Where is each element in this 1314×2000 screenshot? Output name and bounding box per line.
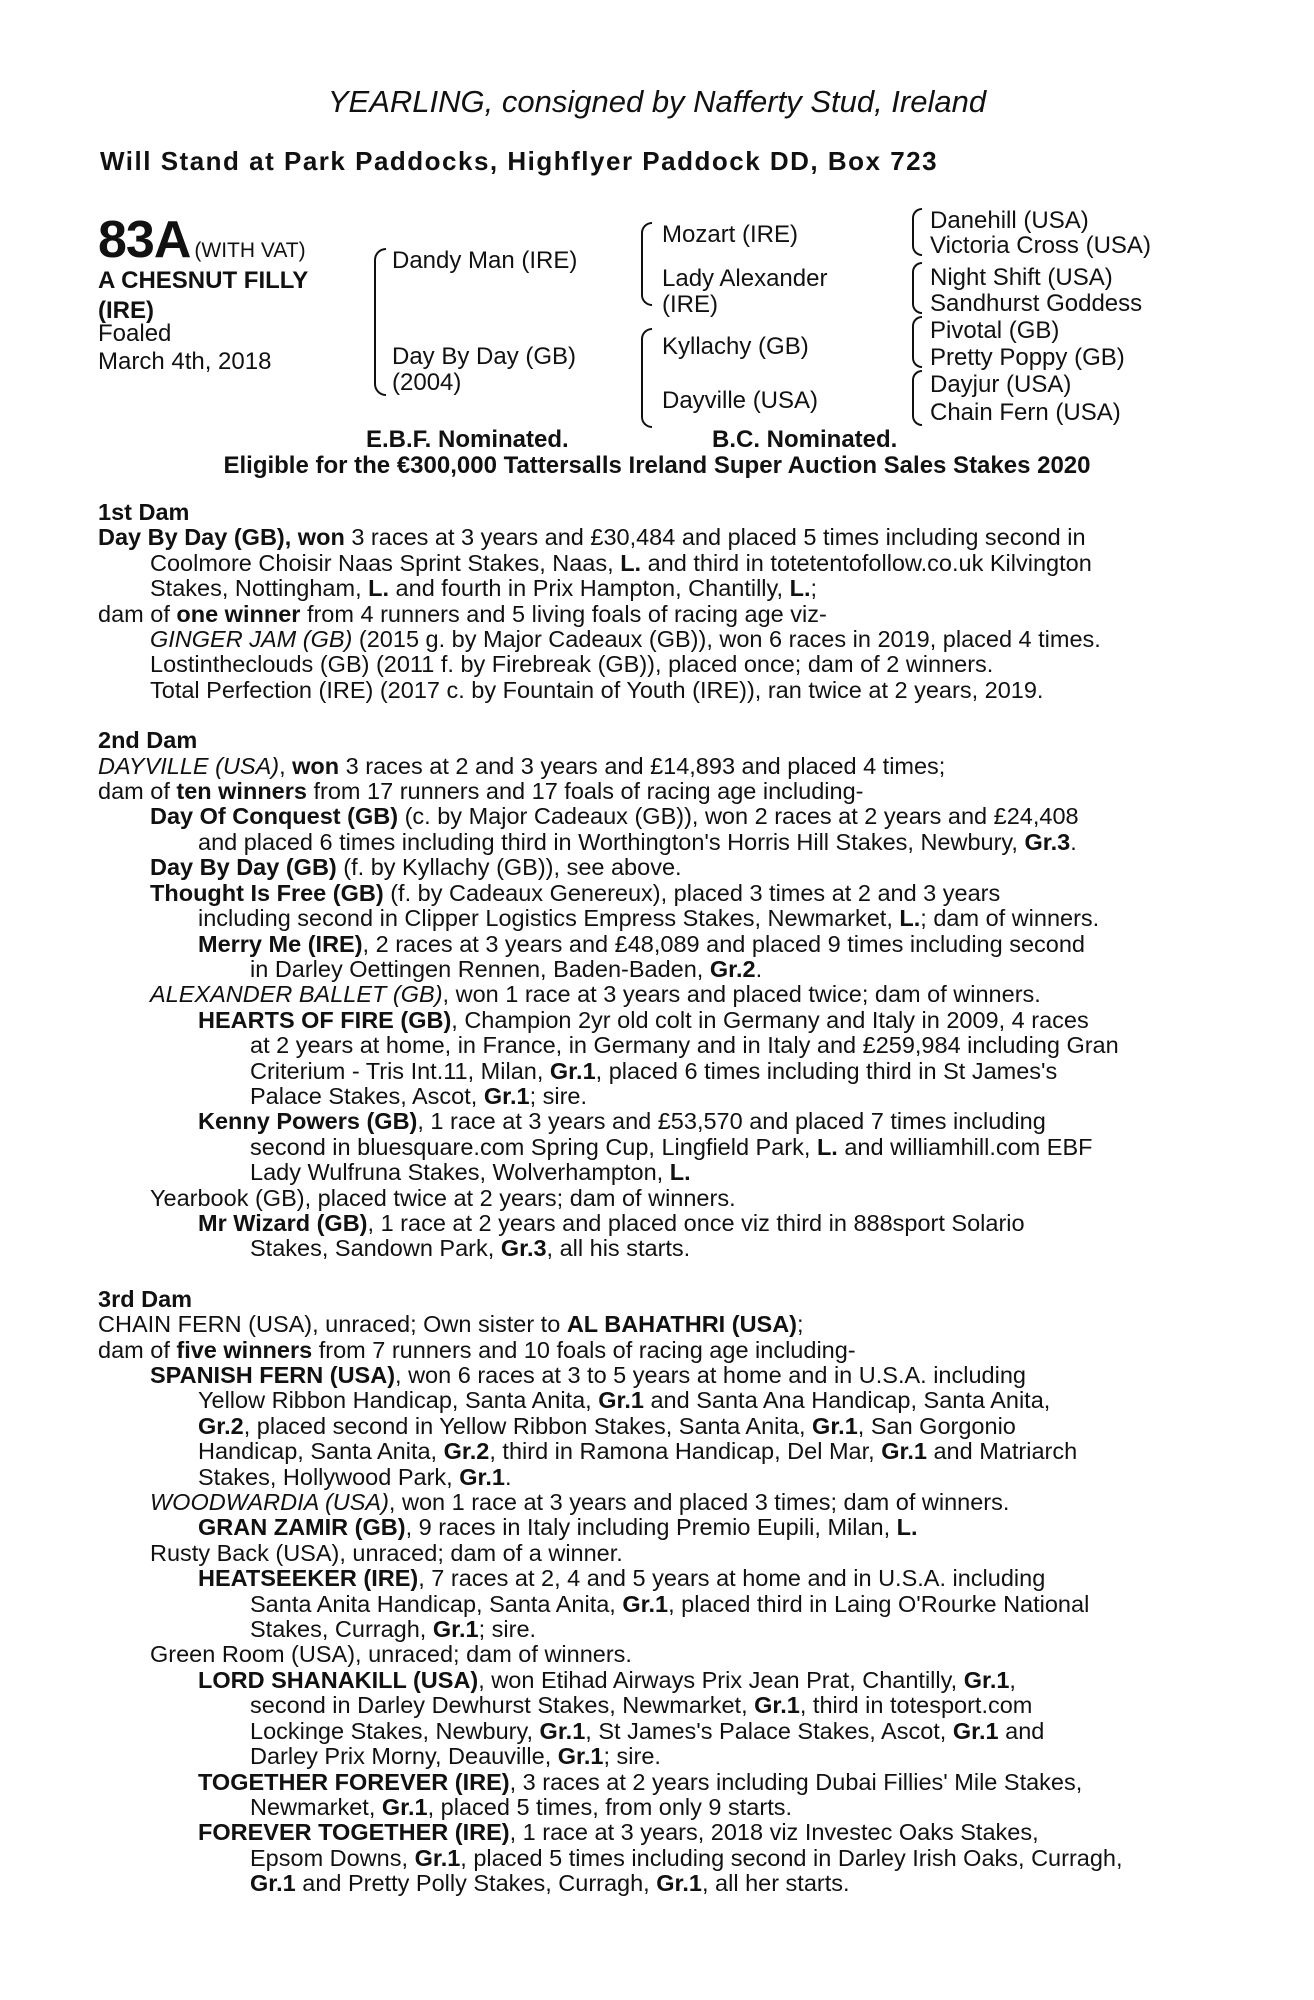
text: and Santa Ana Handicap, Santa Anita, — [643, 1387, 1051, 1414]
lot-description — [98, 266, 308, 326]
text: Stakes, Nottingham, — [150, 575, 369, 602]
listed-marker: L. — [899, 905, 921, 932]
second-dam-line — [98, 804, 1206, 829]
group-marker: Gr.1 — [549, 1057, 596, 1084]
text: Handicap, Santa Anita, — [198, 1438, 444, 1465]
text: (f. by Kyllachy (GB)), see above. — [336, 854, 682, 881]
text: CHAIN FERN (USA), unraced; Own sister to — [98, 1311, 567, 1338]
text: , third in totesport.com — [799, 1692, 1033, 1719]
third-dam-line — [98, 1719, 1206, 1744]
third-dam-line — [98, 1338, 1206, 1363]
first-dam-heading: 1st Dam — [98, 499, 190, 525]
second-dam-line — [98, 1084, 1206, 1109]
group-marker: Gr.1 — [754, 1692, 800, 1719]
group-marker: Gr.3 — [500, 1235, 547, 1262]
third-dam-line — [98, 1668, 1206, 1693]
catalogue-body — [98, 500, 1206, 1897]
group-marker: Gr.2 — [443, 1438, 490, 1465]
third-dam-line — [98, 1439, 1206, 1464]
third-dam-line — [98, 1693, 1206, 1718]
foaled-date: March 4th, 2018 — [98, 348, 272, 375]
pedigree-sire-dam — [662, 266, 827, 318]
text: 3 races at 2 and 3 years and £14,893 and placed 4 times; — [339, 752, 946, 779]
text: from 17 runners and 17 foals of racing age including- — [306, 778, 864, 805]
ebf-nomination: E.B.F. Nominated. — [366, 426, 569, 453]
second-dam-line — [98, 1236, 1206, 1261]
text: ; — [797, 1311, 804, 1338]
horse-name: GINGER JAM (GB) — [150, 626, 353, 653]
second-dam-line — [98, 1008, 1206, 1033]
text: , placed 5 times including second in Darley Irish Oaks, Curragh, — [460, 1844, 1123, 1871]
winners-count: five winners — [176, 1336, 313, 1363]
third-dam-line — [98, 1414, 1206, 1439]
listed-marker: L. — [896, 1514, 918, 1541]
text: and placed 6 times including third in Worthington's Horris Hill Stakes, Newbury, — [198, 828, 1025, 855]
text: Yellow Ribbon Handicap, Santa Anita, — [198, 1387, 599, 1414]
text: and Matriarch — [926, 1438, 1078, 1465]
text: , 7 races at 2, 4 and 5 years at home and in U.S.A. including — [418, 1565, 1046, 1592]
second-dam-line — [98, 754, 1206, 779]
brace-sd-parents — [912, 262, 922, 314]
text: 3 races at 3 years and £30,484 and placed 5 times including second in — [344, 524, 1086, 551]
group-marker: Gr.1 — [952, 1717, 999, 1744]
text: , third in Ramona Handicap, Del Mar, — [489, 1438, 882, 1465]
third-dam-line — [98, 1465, 1206, 1490]
pedigree-sire-dam-line2: (IRE) — [662, 291, 718, 318]
pedigree-sss: Danehill (USA) — [930, 207, 1089, 234]
text: , 3 races at 2 years including Dubai Fillies' Mile Stakes, — [509, 1768, 1083, 1795]
lot-number-value: 83A — [98, 211, 191, 269]
third-dam-line — [98, 1363, 1206, 1388]
text: and third in totetentofollow.co.uk Kilvington — [641, 549, 1092, 576]
group-marker: Gr.3 — [1024, 828, 1071, 855]
second-dam-line — [98, 855, 1206, 880]
first-dam-line — [98, 525, 1206, 550]
listed-marker: L. — [669, 1159, 691, 1186]
second-dam-line — [98, 1160, 1206, 1185]
second-dam-line — [98, 1109, 1206, 1134]
third-dam-line — [98, 1846, 1206, 1871]
text: , 9 races in Italy including Premio Eupili, Milan, — [405, 1514, 897, 1541]
horse-name: Day By Day (GB) — [150, 854, 337, 881]
pedigree-dsd: Pretty Poppy (GB) — [930, 344, 1125, 371]
pedigree-dds: Dayjur (USA) — [930, 371, 1072, 398]
horse-name: HEARTS OF FIRE (GB) — [198, 1006, 452, 1033]
first-dam-line — [98, 551, 1206, 576]
text: ; sire. — [478, 1616, 537, 1643]
group-marker: Gr.1 — [432, 1616, 479, 1643]
text: , won 6 races at 3 to 5 years at home and in U.S.A. including — [395, 1362, 1026, 1388]
brace-dam-parents — [641, 328, 652, 428]
pedigree-dam-sire: Kyllachy (GB) — [662, 333, 809, 360]
second-dam-line: at 2 years at home, in France, in Germany and in Italy and £259,984 including Gran — [250, 1032, 1119, 1059]
pedigree-dam-dam: Dayville (USA) — [662, 387, 819, 414]
first-dam-line — [98, 576, 1206, 601]
text: Newmarket, — [250, 1793, 382, 1820]
dam-name: Day By Day (GB), won — [98, 524, 345, 551]
foaled-info — [98, 320, 271, 376]
section-gap — [98, 703, 1206, 728]
group-marker: Gr.2 — [198, 1412, 244, 1439]
pedigree-dam-line1: Day By Day (GB) — [392, 343, 577, 370]
second-dam-line — [98, 1059, 1206, 1084]
text: dam of — [98, 778, 177, 805]
text: from 4 runners and 5 living foals of racing age viz- — [300, 600, 827, 627]
third-dam-line — [98, 1770, 1206, 1795]
first-dam-line — [98, 602, 1206, 627]
text: , placed second in Yellow Ribbon Stakes, Santa Anita, — [243, 1412, 813, 1439]
second-dam-line: Yearbook (GB), placed twice at 2 years; dam of winners. — [150, 1184, 736, 1211]
text: , 2 races at 3 years and £48,089 and placed 9 times including second — [362, 930, 1085, 957]
first-dam-line — [98, 627, 1206, 652]
horse-name: HEATSEEKER (IRE) — [198, 1565, 419, 1592]
text: and — [998, 1717, 1045, 1744]
text: , all her starts. — [701, 1870, 850, 1897]
text: Darley Prix Morny, Deauville, — [250, 1743, 558, 1770]
bc-nomination: B.C. Nominated. — [712, 426, 898, 453]
text: Stakes, Curragh, — [250, 1616, 433, 1643]
group-marker: Gr.1 — [381, 1793, 428, 1820]
horse-name: Kenny Powers (GB) — [198, 1108, 418, 1135]
pedigree-ssd: Victoria Cross (USA) — [930, 232, 1151, 259]
lot-number — [98, 210, 306, 270]
group-marker: Gr.1 — [539, 1717, 586, 1744]
third-dam-line — [98, 1795, 1206, 1820]
horse-name: TOGETHER FOREVER (IRE) — [198, 1768, 510, 1795]
horse-name: Merry Me (IRE) — [198, 930, 363, 957]
group-marker: Gr.1 — [483, 1082, 530, 1109]
section-gap — [98, 1262, 1206, 1287]
second-dam-line — [98, 906, 1206, 931]
horse-name: Mr Wizard (GB) — [198, 1209, 368, 1236]
text: dam of — [98, 1336, 177, 1363]
second-dam-line — [98, 1211, 1206, 1236]
text: , placed 5 times, from only 9 starts. — [427, 1793, 793, 1820]
listed-marker: L. — [368, 575, 390, 602]
text: Lady Wulfruna Stakes, Wolverhampton, — [250, 1159, 670, 1186]
third-dam-line — [98, 1744, 1206, 1769]
brace-dd-parents — [912, 370, 922, 426]
third-dam-line — [98, 1490, 1206, 1515]
group-marker: Gr.1 — [598, 1387, 644, 1414]
brace-sire-parents — [641, 222, 652, 306]
second-dam-line — [98, 1135, 1206, 1160]
group-marker: Gr.1 — [963, 1666, 1010, 1693]
foaled-label: Foaled — [98, 320, 172, 347]
text: Stakes, Sandown Park, — [250, 1235, 501, 1262]
pedigree-sire: Dandy Man (IRE) — [392, 247, 578, 274]
pedigree-dam — [392, 344, 576, 396]
horse-name: DAYVILLE (USA) — [98, 752, 280, 779]
brace-ds-parents — [912, 316, 922, 368]
third-dam-line — [98, 1566, 1206, 1591]
text: ; sire. — [529, 1082, 588, 1109]
first-dam-line: Total Perfection (IRE) (2017 c. by Fountain of Youth (IRE)), ran twice at 2 years, 2019. — [150, 676, 1044, 703]
text: , placed 6 times including third in St James's — [595, 1057, 1058, 1084]
text: second in Darley Dewhurst Stakes, Newmarket, — [250, 1692, 755, 1719]
group-marker: Gr.1 — [414, 1844, 461, 1871]
second-dam-line — [98, 830, 1206, 855]
text: , 1 race at 3 years, 2018 viz Investec Oaks Stakes, — [509, 1819, 1039, 1846]
eligibility-line: Eligible for the €300,000 Tattersalls Ireland Super Auction Sales Stakes 2020 — [223, 452, 1091, 479]
second-dam-line — [98, 881, 1206, 906]
text: , 1 race at 3 years and £53,570 and placed 7 times including — [417, 1108, 1046, 1135]
group-marker: Gr.1 — [656, 1870, 702, 1897]
sex-line-1: A CHESNUT FILLY — [98, 267, 309, 294]
second-dam-line — [98, 779, 1206, 804]
text: . — [1070, 828, 1077, 855]
text: including second in Clipper Logistics Empress Stakes, Newmarket, — [198, 905, 900, 932]
third-dam-line — [98, 1515, 1206, 1540]
group-marker: Gr.2 — [709, 955, 756, 982]
horse-name: Day Of Conquest (GB) — [150, 803, 399, 830]
third-dam-line — [98, 1871, 1206, 1896]
text: Epsom Downs, — [250, 1844, 415, 1871]
pedigree-sds: Night Shift (USA) — [930, 264, 1113, 291]
text: Santa Anita Handicap, Santa Anita, — [250, 1590, 623, 1617]
horse-name: FOREVER TOGETHER (IRE) — [198, 1819, 510, 1846]
listed-marker: L. — [620, 549, 642, 576]
text: from 7 runners and 10 foals of racing age including- — [312, 1336, 856, 1363]
text: (c. by Major Cadeaux (GB)), won 2 races at 2 years and £24,408 — [398, 803, 1079, 830]
text: , — [279, 752, 293, 779]
text: and Pretty Polly Stakes, Curragh, — [295, 1870, 657, 1897]
pedigree-dam-line2: (2004) — [392, 369, 462, 396]
text: Palace Stakes, Ascot, — [250, 1082, 484, 1109]
horse-name: WOODWARDIA (USA) — [150, 1489, 389, 1516]
group-marker: Gr.1 — [459, 1463, 505, 1490]
text: Criterium - Tris Int.11, Milan, — [250, 1057, 550, 1084]
listed-marker: L. — [789, 575, 811, 602]
third-dam-heading: 3rd Dam — [98, 1285, 193, 1312]
text: , won Etihad Airways Prix Jean Prat, Chantilly, — [478, 1666, 964, 1693]
text: , won 1 race at 3 years and placed 3 times; dam of winners. — [388, 1489, 1010, 1516]
text: second in bluesquare.com Spring Cup, Lingfield Park, — [250, 1133, 817, 1160]
third-dam-line — [98, 1820, 1206, 1845]
text: , St James's Palace Stakes, Ascot, — [585, 1717, 953, 1744]
listed-marker: L. — [816, 1133, 838, 1160]
group-marker: Gr.1 — [557, 1743, 604, 1770]
brace-ss-parents — [912, 208, 922, 256]
third-dam-line — [98, 1388, 1206, 1413]
group-marker: Gr.1 — [881, 1438, 927, 1465]
third-dam-line: Green Room (USA), unraced; dam of winners. — [150, 1641, 632, 1668]
text: , Champion 2yr old colt in Germany and Italy in 2009, 4 races — [451, 1006, 1089, 1033]
second-dam-line — [98, 957, 1206, 982]
second-dam-heading: 2nd Dam — [98, 727, 198, 754]
stand-location: Will Stand at Park Paddocks, Highflyer Paddock DD, Box 723 — [100, 146, 939, 176]
third-dam-line — [98, 1312, 1206, 1337]
pedigree-ddd: Chain Fern (USA) — [930, 399, 1121, 426]
text: (f. by Cadeaux Genereux), placed 3 times at 2 and 3 years — [383, 879, 1001, 906]
text: ; dam of winners. — [920, 905, 1100, 932]
group-marker: Gr.1 — [622, 1590, 669, 1617]
pedigree-sdd: Sandhurst Goddess — [930, 290, 1143, 317]
text: , San Gorgonio — [857, 1412, 1016, 1439]
text: ; — [810, 575, 818, 602]
third-dam-line — [98, 1592, 1206, 1617]
text: , — [1009, 1666, 1016, 1693]
pedigree-sire-dam-line1: Lady Alexander — [662, 265, 828, 292]
text: . — [755, 955, 763, 982]
page-title: YEARLING, consigned by Nafferty Stud, Ireland — [327, 84, 987, 119]
text: Lockinge Stakes, Newbury, — [250, 1717, 540, 1744]
text: and fourth in Prix Hampton, Chantilly, — [389, 575, 790, 602]
winners-count: ten winners — [176, 778, 307, 805]
text: Coolmore Choisir Naas Sprint Stakes, Naas, — [150, 549, 621, 576]
third-dam-line — [98, 1617, 1206, 1642]
horse-name: SPANISH FERN (USA) — [150, 1362, 396, 1388]
text: , 1 race at 2 years and placed once viz third in 888sport Solario — [367, 1209, 1025, 1236]
pedigree-sire-sire: Mozart (IRE) — [662, 221, 799, 248]
text: , all his starts. — [546, 1235, 691, 1262]
second-dam-line — [98, 932, 1206, 957]
horse-name: AL BAHATHRI (USA) — [566, 1311, 798, 1338]
first-dam-line: Lostintheclouds (GB) (2011 f. by Firebreak (GB)), placed once; dam of 2 winners. — [150, 651, 994, 678]
group-marker: Gr.1 — [250, 1870, 296, 1897]
text: dam of — [98, 600, 177, 627]
horse-name: Thought Is Free (GB) — [150, 879, 384, 906]
third-dam-line: Rusty Back (USA), unraced; dam of a winner. — [150, 1539, 623, 1566]
text: , won 1 race at 3 years and placed twice; dam of winners. — [442, 981, 1041, 1008]
horse-name: ALEXANDER BALLET (GB) — [150, 981, 443, 1008]
vat-note: (WITH VAT) — [194, 239, 306, 262]
horse-name: LORD SHANAKILL (USA) — [198, 1666, 479, 1693]
brace-sire-dam — [374, 248, 386, 396]
text: ; sire. — [603, 1743, 661, 1770]
text: won — [292, 752, 340, 779]
pedigree-dss: Pivotal (GB) — [930, 317, 1060, 344]
second-dam-line — [98, 982, 1206, 1007]
text: Stakes, Hollywood Park, — [198, 1463, 460, 1490]
text: (2015 g. by Major Cadeaux (GB)), won 6 races in 2019, placed 4 times. — [352, 626, 1101, 653]
text: in Darley Oettingen Rennen, Baden-Baden, — [250, 955, 710, 982]
text: . — [504, 1463, 512, 1490]
text: and williamhill.com EBF — [837, 1133, 1093, 1160]
horse-name: GRAN ZAMIR (GB) — [198, 1514, 406, 1541]
group-marker: Gr.1 — [812, 1412, 858, 1439]
winners-count: one winner — [176, 600, 301, 627]
text: , placed third in Laing O'Rourke National — [668, 1590, 1090, 1617]
sex-line-2: (IRE) — [98, 297, 154, 324]
